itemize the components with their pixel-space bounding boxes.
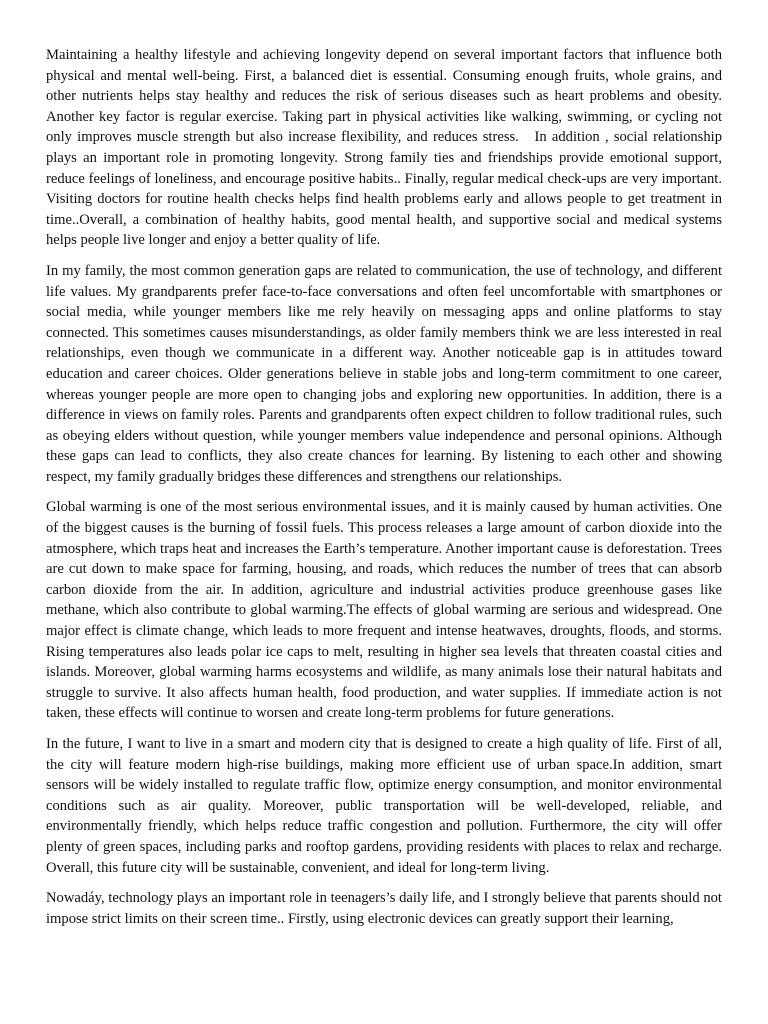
paragraph-global-warming: Global warming is one of the most serious environmental issues, and it is mainly caused by human activities. One of the biggest causes is the burning of fossil fuels. This process releases a large amount of carbon dioxide into the atmosphere, which traps heat and increases the Earth’s temperature. Another important cause is deforestation. Trees are cut down to make space for farming, housing, and roads, which reduces the number of trees that can absorb carbon dioxide from the air. In addition, agriculture and industrial activities produce greenhouse gases like methane, which also contribute to global warming.The effects of global warming are serious and widespread. One major effect is climate change, which leads to more frequent and intense heatwaves, droughts, floods, and storms. Rising temperatures also leads polar ice caps to melt, resulting in higher sea levels that threaten coastal cities and islands. Moreover, global warming harms ecosystems and wildlife, as many animals lose their natural habitats and struggle to survive. It also affects human health, food production, and water supplies. If immediate action is not taken, these effects will continue to worsen and create long-term problems for future generations.	[46, 499, 726, 722]
paragraph-generation-gaps: In my family, the most common generation gaps are related to communication, the use of technology, and different life values. My grandparents prefer face-to-face conversations and often feel uncomfortable with smartphones or social media, while younger members like me rely heavily on messaging apps and online platforms to stay connected. This sometimes causes misunderstandings, as older family members think we are less interested in real relationships, even though we communicate in a different way. Another noticeable gap is in attitudes toward education and career choices. Older generations believe in stable jobs and long-term commitment to one career, whereas younger people are more open to changing jobs and exploring new opportunities. In addition, there is a difference in views on family roles. Parents and grandparents often expect children to follow traditional rules, such as obeying elders without question, while younger members value independence and personal opinions. Although these gaps can lead to conflicts, they also create chances for learning. By listening to each other and showing respect, my family gradually bridges these differences and strengthens our relationships.	[46, 262, 726, 485]
document-body	[46, 45, 726, 939]
paragraph-future-city: In the future, I want to live in a smart and modern city that is designed to create a high quality of life. First of all, the city will feature modern high-rise buildings, making more efficient use of urban space.In addition, smart sensors will be widely installed to regulate traffic flow, optimize energy consumption, and monitor environmental conditions such as air quality. Moreover, public transportation will be well-developed, reliable, and environmentally friendly, which helps reduce traffic congestion and pollution. Furthermore, the city will offer plenty of green spaces, including parks and rooftop gardens, providing residents with places to relax and recharge. Overall, this future city will be sustainable, convenient, and ideal for long-term living.	[46, 736, 726, 876]
paragraph-technology-teenagers: Nowadáy, technology plays an important role in teenagers’s daily life, and I strongly believe that parents should not impose strict limits on their screen time.. Firstly, using electronic devices can greatly support their learning,	[46, 890, 726, 927]
paragraph-healthy-lifestyle: Maintaining a healthy lifestyle and achieving longevity depend on several important factors that influence both physical and mental well-being. First, a balanced diet is essential. Consuming enough fruits, whole grains, and other nutrients helps stay healthy and reduces the risk of serious diseases such as heart problems and obesity. Another key factor is regular exercise. Taking part in physical activities like walking, swimming, or cycling not only improves muscle strength but also increase flexibility, and reduces stress. In addition , social relationship plays an important role in promoting longevity. Strong family ties and friendships provide emotional support, reduce feelings of loneliness, and encourage positive habits.. Finally, regular medical check-ups are very important. Visiting doctors for routine health checks helps find health problems early and allows people to get treatment in time..Overall, a combination of healthy habits, good mental health, and supportive social and medical systems helps people live longer and enjoy a better quality of life.	[46, 47, 726, 249]
